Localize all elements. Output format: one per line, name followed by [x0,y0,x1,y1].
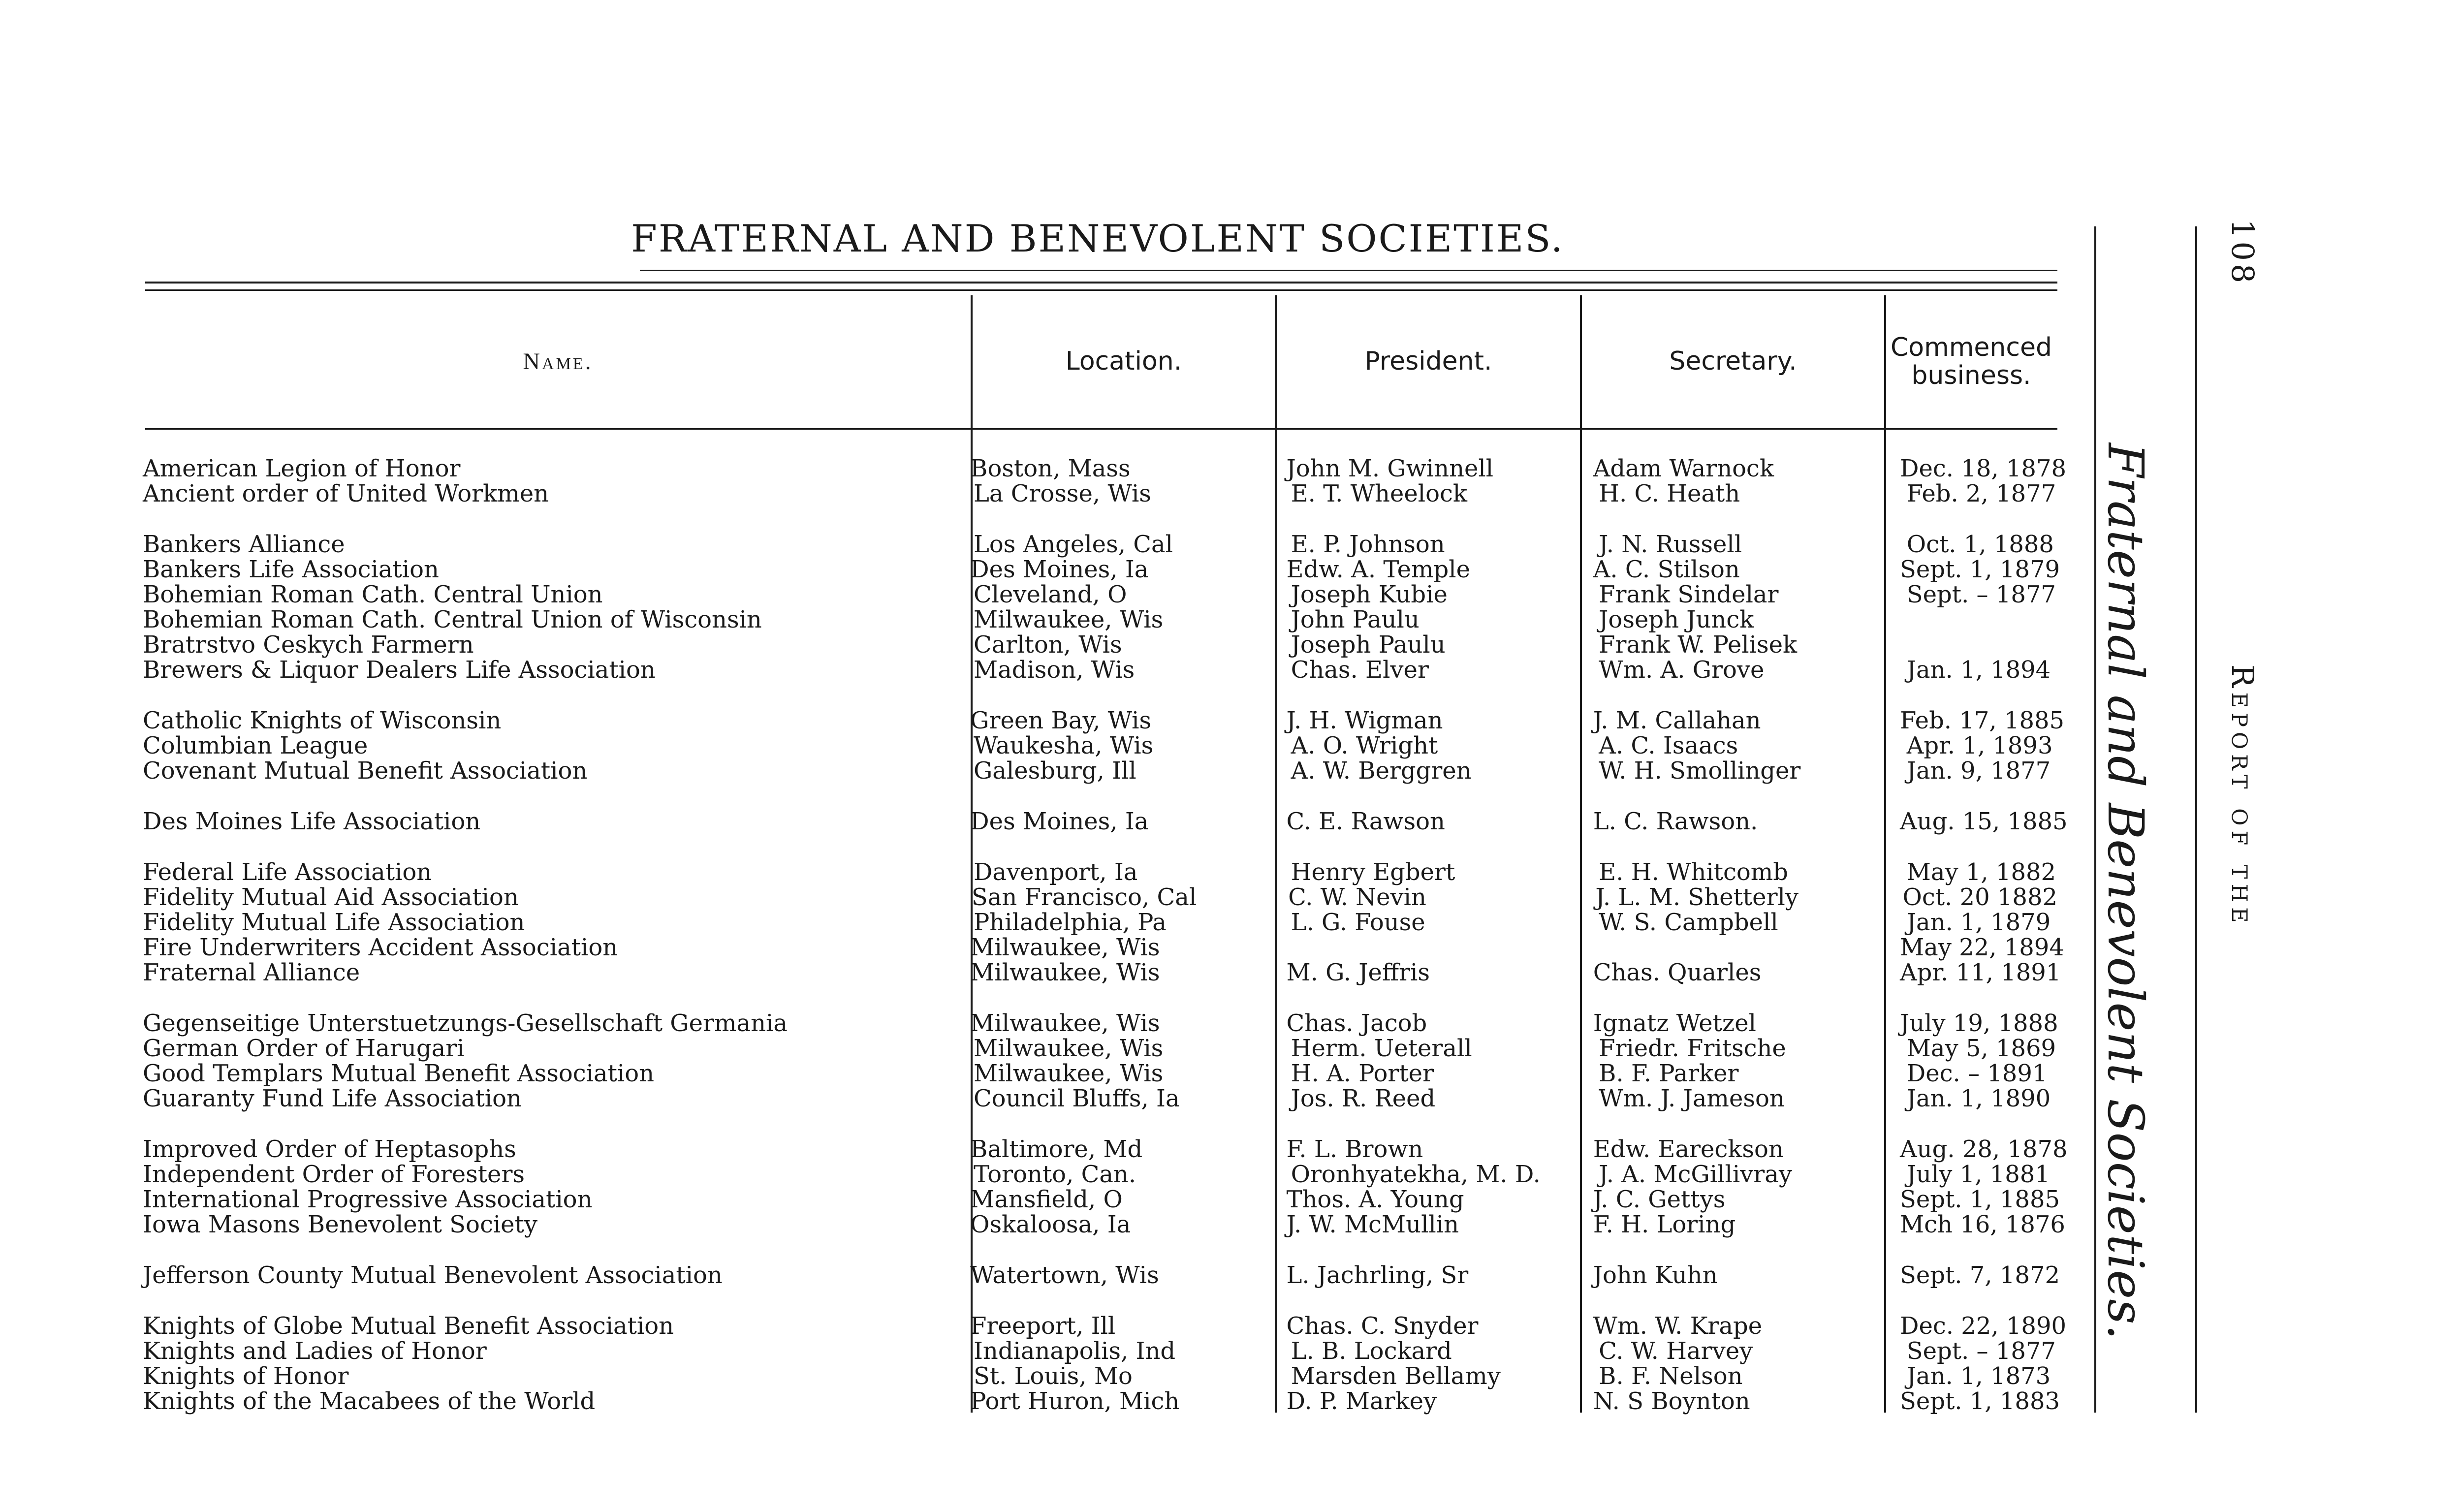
society-location: Waukesha, Wis [973,732,1154,759]
society-commenced: Apr. 1, 1893 [1906,732,2053,759]
society-location: Milwaukee, Wis [973,1060,1164,1087]
society-commenced: May 5, 1869 [1906,1035,2056,1062]
table-row [143,859,2057,884]
table-row [143,1363,2057,1388]
table-row [143,455,2067,482]
society-president: Thos. A. Young [1286,1186,1464,1213]
society-president: Joseph Paulu [1291,631,1446,659]
society-president: D. P. Markey [1286,1387,1437,1415]
society-commenced: Dec. 22, 1890 [1899,1312,2067,1340]
table-row [143,606,2057,631]
society-name: Columbian League [143,732,368,759]
society-location: Milwaukee, Wis [970,1009,1160,1037]
society-commenced: Jan. 1, 1894 [1906,656,2051,684]
society-name: Fidelity Mutual Aid Association [143,883,519,911]
society-commenced: Aug. 28, 1878 [1899,1135,2068,1163]
society-name: Good Templars Mutual Benefit Association [143,1060,655,1087]
society-secretary: Frank Sindelar [1599,581,1779,608]
society-name: Improved Order of Heptasophs [143,1135,516,1163]
society-name: Iowa Masons Benevolent Society [143,1211,537,1238]
society-name: Des Moines Life Association [143,808,481,835]
society-location: Des Moines, Ia [970,808,1149,835]
society-president: C. E. Rawson [1286,808,1445,835]
society-commenced: May 1, 1882 [1906,858,2056,886]
column-header-secretary: Secretary. [1669,346,1797,377]
society-commenced: July 1, 1881 [1906,1161,2050,1188]
society-secretary: J. N. Russell [1599,531,1742,558]
society-president: Herm. Ueterall [1291,1035,1472,1062]
society-secretary: Wm. J. Jameson [1599,1085,1785,1112]
society-secretary: J. C. Gettys [1593,1186,1726,1213]
society-location: Watertown, Wis [970,1261,1159,1289]
society-president: C. W. Nevin [1288,883,1426,911]
society-president: H. A. Porter [1291,1060,1434,1087]
society-name: Knights of Honor [143,1362,349,1390]
society-name: Knights of Globe Mutual Benefit Association [143,1312,674,1340]
page-border-line [2195,226,2197,1413]
side-title: Fraternal and Benevolent Societies. [2097,443,2154,1340]
society-president: E. P. Johnson [1291,531,1445,558]
society-name: Federal Life Association [143,858,432,886]
society-commenced: Oct. 1, 1888 [1906,531,2054,558]
society-name: Fraternal Alliance [143,959,360,986]
society-secretary: A. C. Isaacs [1599,732,1738,759]
society-president: L. Jachrling, Sr [1286,1261,1469,1289]
table-row [143,631,2057,657]
society-name: Bankers Alliance [143,531,345,558]
society-commenced: Jan. 9, 1877 [1906,757,2051,785]
society-location: Carlton, Wis [973,631,1122,659]
society-secretary: Frank W. Pelisek [1599,631,1798,659]
society-commenced: Oct. 20 1882 [1902,883,2058,911]
society-location: Toronto, Can. [973,1161,1136,1188]
society-president: L. B. Lockard [1291,1337,1452,1365]
society-secretary: E. H. Whitcomb [1599,858,1789,886]
society-secretary: Joseph Junck [1599,606,1754,633]
table-row [143,1010,2057,1035]
society-location: Green Bay, Wis [970,707,1152,734]
society-president: John Paulu [1291,606,1420,633]
society-secretary: B. F. Nelson [1599,1362,1743,1390]
society-president: Oronhyatekha, M. D. [1291,1161,1541,1188]
society-secretary: Adam Warnock [1593,455,1774,482]
society-president: Chas. Jacob [1286,1009,1427,1037]
society-name: Jefferson County Mutual Benevolent Association [143,1261,723,1289]
society-president: M. G. Jeffris [1286,959,1430,986]
society-secretary: Chas. Quarles [1593,959,1762,986]
society-name: Bankers Life Association [143,556,439,583]
heading-underline [640,270,2057,271]
table-row [143,884,2057,909]
society-location: Los Angeles, Cal [973,531,1173,558]
column-header-commenced: Commenced business. [1891,332,2052,390]
society-commenced: Feb. 2, 1877 [1906,480,2056,507]
table-row [143,1161,2057,1186]
society-secretary: John Kuhn [1593,1261,1718,1289]
society-secretary: N. S Boynton [1593,1387,1750,1415]
society-location: Indianapolis, Ind [973,1337,1176,1365]
society-president: Joseph Kubie [1291,581,1448,608]
society-location: Milwaukee, Wis [970,934,1160,961]
society-commenced: Feb. 17, 1885 [1899,707,2065,734]
society-commenced: Sept. 1, 1879 [1899,556,2060,583]
society-secretary: W. S. Campbell [1599,909,1778,936]
society-commenced: Dec. 18, 1878 [1899,455,2067,482]
society-name: American Legion of Honor [143,455,461,482]
society-secretary: L. C. Rawson. [1593,808,1758,835]
society-location: Baltimore, Md [970,1135,1143,1163]
society-location: Mansfield, O [970,1186,1123,1213]
society-president: J. W. McMullin [1286,1211,1459,1238]
society-name: Independent Order of Foresters [143,1161,525,1188]
society-secretary: J. M. Callahan [1593,707,1761,734]
society-name: Covenant Mutual Benefit Association [143,757,588,785]
side-report-title: Report of the [2225,664,2261,928]
society-name: Bohemian Roman Cath. Central Union [143,581,603,608]
society-secretary: Wm. W. Krape [1593,1312,1763,1340]
society-commenced: Sept. – 1877 [1906,581,2056,608]
society-name: Guaranty Fund Life Association [143,1085,522,1112]
society-secretary: Wm. A. Grove [1599,656,1765,684]
society-location: Council Bluffs, Ia [973,1085,1180,1112]
society-president: A. O. Wright [1291,732,1438,759]
society-commenced: May 22, 1894 [1899,934,2064,961]
society-name: German Order of Harugari [143,1035,465,1062]
society-location: Oskaloosa, Ia [970,1211,1131,1238]
table-top-rule [145,282,2057,284]
table-row [143,934,2064,961]
header-bottom-rule [145,428,2057,430]
societies-table [143,455,2068,1415]
society-name: Fidelity Mutual Life Association [143,909,525,936]
society-president: J. H. Wigman [1286,707,1443,734]
column-header-name: Name. [523,348,593,375]
society-president: Edw. A. Temple [1286,556,1471,583]
table-row [143,556,2060,583]
society-location: Philadelphia, Pa [973,909,1167,936]
society-secretary: J. L. M. Shetterly [1595,883,1798,911]
society-president: Jos. R. Reed [1291,1085,1436,1112]
society-commenced: Aug. 15, 1885 [1899,808,2068,835]
society-secretary: W. H. Smollinger [1599,757,1801,785]
society-commenced: Mch 16, 1876 [1899,1211,2065,1238]
society-secretary: Ignatz Wetzel [1593,1009,1756,1037]
page-heading: FRATERNAL AND BENEVOLENT SOCIETIES. [631,217,1564,260]
table-row [143,808,2068,835]
table-row [143,1135,2068,1163]
society-commenced: Apr. 11, 1891 [1899,959,2061,986]
society-secretary: B. F. Parker [1599,1060,1739,1087]
table-row [143,1261,2060,1289]
society-president: Marsden Bellamy [1291,1362,1501,1390]
society-name: Fire Underwriters Accident Association [143,934,618,961]
society-commenced: Jan. 1, 1890 [1906,1085,2051,1112]
table-row [143,707,2065,734]
society-name: Gegenseitige Unterstuetzungs-Gesellschaft Germania [143,1009,788,1037]
society-location: Boston, Mass [970,455,1131,482]
society-president: F. L. Brown [1286,1135,1423,1163]
society-name: Knights and Ladies of Honor [143,1337,487,1365]
table-row [143,1387,2060,1415]
society-president: A. W. Berggren [1291,757,1472,785]
society-secretary: C. W. Harvey [1599,1337,1753,1365]
table-row [143,1060,2057,1085]
table-row [143,757,2057,783]
society-president: L. G. Fouse [1291,909,1425,936]
society-location: Milwaukee, Wis [970,959,1160,986]
society-secretary: J. A. McGillivray [1599,1161,1792,1188]
society-commenced: Dec. – 1891 [1906,1060,2048,1087]
page-border-line [2094,226,2096,1413]
society-secretary: Friedr. Fritsche [1599,1035,1786,1062]
society-president: Chas. Elver [1291,656,1429,684]
society-commenced: Jan. 1, 1879 [1906,909,2051,936]
table-row [143,959,2061,986]
society-president: John M. Gwinnell [1286,455,1494,482]
table-row [143,1338,2057,1363]
table-row [143,1186,2060,1213]
society-location: St. Louis, Mo [973,1362,1133,1390]
table-row [143,480,2057,505]
table-row [143,732,2057,757]
society-name: Catholic Knights of Wisconsin [143,707,502,734]
society-location: San Francisco, Cal [971,883,1197,911]
society-commenced: Sept. 1, 1885 [1899,1186,2060,1213]
society-commenced: Sept. 7, 1872 [1899,1261,2060,1289]
society-location: Milwaukee, Wis [973,606,1164,633]
society-president: Chas. C. Snyder [1286,1312,1479,1340]
society-secretary: A. C. Stilson [1593,556,1740,583]
society-name: Ancient order of United Workmen [143,480,549,507]
society-president: E. T. Wheelock [1291,480,1467,507]
table-row [143,1035,2057,1060]
society-commenced: Sept. – 1877 [1906,1337,2056,1365]
table-row [143,1085,2057,1110]
table-row [143,657,2057,682]
society-name: Bohemian Roman Cath. Central Union of Wisconsin [143,606,762,633]
society-name: Knights of the Macabees of the World [143,1387,596,1415]
society-name: International Progressive Association [143,1186,593,1213]
table-row [143,581,2057,606]
column-header-location: Location. [1065,346,1182,377]
table-row [143,531,2057,556]
society-location: Davenport, Ia [973,858,1138,886]
table-row [143,909,2057,934]
society-location: La Crosse, Wis [973,480,1151,507]
society-secretary: H. C. Heath [1599,480,1740,507]
society-location: Freeport, Ill [970,1312,1116,1340]
society-commenced: July 19, 1888 [1899,1009,2058,1037]
society-secretary: Edw. Eareckson [1593,1135,1784,1163]
table-top-rule-2 [145,289,2057,291]
column-header-president: President. [1364,346,1492,377]
society-location: Madison, Wis [973,656,1135,684]
society-president: Henry Egbert [1291,858,1455,886]
society-name: Bratrstvo Ceskych Farmern [143,631,474,659]
page-number: 108 [2225,219,2261,286]
society-location: Cleveland, O [973,581,1127,608]
society-location: Port Huron, Mich [970,1387,1180,1415]
society-commenced: Sept. 1, 1883 [1899,1387,2060,1415]
society-commenced: Jan. 1, 1873 [1906,1362,2051,1390]
society-secretary: F. H. Loring [1593,1211,1736,1238]
table-row [143,1211,2065,1238]
table-row [143,1312,2067,1340]
society-location: Des Moines, Ia [970,556,1149,583]
society-name: Brewers & Liquor Dealers Life Association [143,656,656,684]
society-location: Milwaukee, Wis [973,1035,1164,1062]
society-location: Galesburg, Ill [973,757,1136,785]
